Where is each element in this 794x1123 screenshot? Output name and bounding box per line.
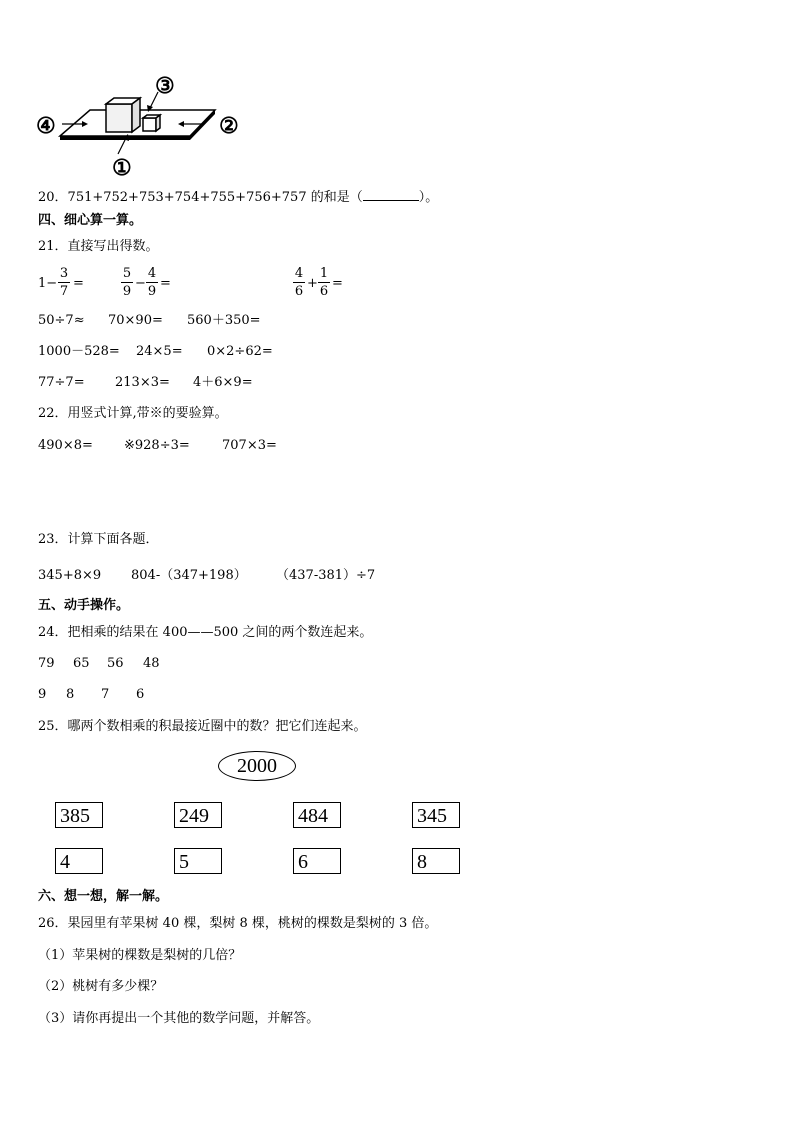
question-20 (38, 188, 438, 206)
calc-item: 24×5= (136, 344, 183, 359)
vertical-calc-item: 490×8= (38, 438, 93, 453)
question-21-title: 21．直接写出得数。 (38, 239, 159, 254)
fraction-expr-2-op: − (135, 276, 146, 291)
calc-item: 4＋6×9= (193, 375, 253, 390)
question-26-title: 26．果园里有苹果树 40 棵，梨树 8 棵，桃树的棵数是梨树的 3 倍。 (38, 916, 438, 931)
calc-item: 0×2÷62= (207, 344, 273, 359)
number-item[interactable]: 65 (73, 656, 90, 671)
number-item[interactable]: 9 (38, 687, 47, 702)
section-5-heading: 五、动手操作。 (38, 598, 130, 613)
number-item[interactable]: 7 (101, 687, 110, 702)
calc-item: 345+8×9 (38, 568, 102, 583)
sub-question: （1）苹果树的棵数是梨树的几倍？ (38, 948, 242, 963)
fraction-expr-2-eq: = (160, 276, 171, 291)
number-item[interactable]: 6 (136, 687, 145, 702)
section-6-heading: 六、想一想，解一解。 (38, 889, 169, 904)
vertical-calc-item: 707×3= (222, 438, 277, 453)
label-circled-2: ② (219, 113, 239, 139)
number-item[interactable]: 56 (107, 656, 124, 671)
sub-question: （3）请你再提出一个其他的数学问题，并解答。 (38, 1011, 320, 1026)
fraction-4-6: 4 6 (294, 266, 304, 299)
vertical-calc-item: ※928÷3= (124, 438, 190, 453)
fraction-5-9: 5 9 (122, 266, 132, 299)
number-box-bottom[interactable]: 6 (293, 848, 341, 874)
number-box-bottom[interactable]: 4 (55, 848, 103, 874)
number-item[interactable]: 8 (66, 687, 75, 702)
calc-item: 560＋350= (187, 313, 261, 328)
calc-item: （437-381）÷7 (276, 568, 376, 583)
number-box-top[interactable]: 345 (412, 802, 460, 828)
question-20-text: 20．751+752+753+754+755+756+757 的和是（ (38, 190, 363, 205)
number-box-top[interactable]: 249 (174, 802, 222, 828)
calc-item: 1000－528= (38, 344, 120, 359)
number-box-bottom[interactable]: 5 (174, 848, 222, 874)
question-24-title: 24．把相乘的结果在 400——500 之间的两个数连起来。 (38, 625, 373, 640)
question-25-title: 25．哪两个数相乘的积最接近圈中的数？把它们连起来。 (38, 719, 367, 734)
fraction-3-7: 3 7 (59, 266, 69, 299)
fraction-expr-3-op: + (307, 276, 318, 291)
label-circled-3: ③ (155, 73, 175, 99)
sub-question: （2）桃树有多少棵？ (38, 979, 164, 994)
fraction-4-9: 4 9 (147, 266, 157, 299)
section-4-heading: 四、细心算一算。 (38, 213, 143, 228)
label-circled-4: ④ (36, 113, 56, 139)
calc-item: 213×3= (115, 375, 170, 390)
fraction-expr-1-prefix: 1− (38, 276, 58, 291)
question-20-close: ）。 (418, 190, 439, 205)
calc-item: 77÷7= (38, 375, 85, 390)
question-23-title: 23．计算下面各题． (38, 532, 159, 547)
calc-item: 70×90= (108, 313, 163, 328)
number-box-bottom[interactable]: 8 (412, 848, 460, 874)
number-box-top[interactable]: 484 (293, 802, 341, 828)
label-circled-1: ① (112, 155, 132, 181)
fraction-expr-3-eq: = (332, 276, 343, 291)
calc-item: 804-（347+198） (131, 568, 247, 583)
calc-item: 50÷7≈ (38, 313, 85, 328)
number-item[interactable]: 48 (143, 656, 160, 671)
question-22-title: 22．用竖式计算,带※的要验算。 (38, 406, 228, 421)
fraction-1-6: 1 6 (319, 266, 329, 299)
answer-blank[interactable] (363, 188, 419, 201)
fraction-expr-1-eq: = (73, 276, 84, 291)
number-item[interactable]: 79 (38, 656, 55, 671)
number-box-top[interactable]: 385 (55, 802, 103, 828)
target-circle[interactable]: 2000 (218, 751, 296, 781)
